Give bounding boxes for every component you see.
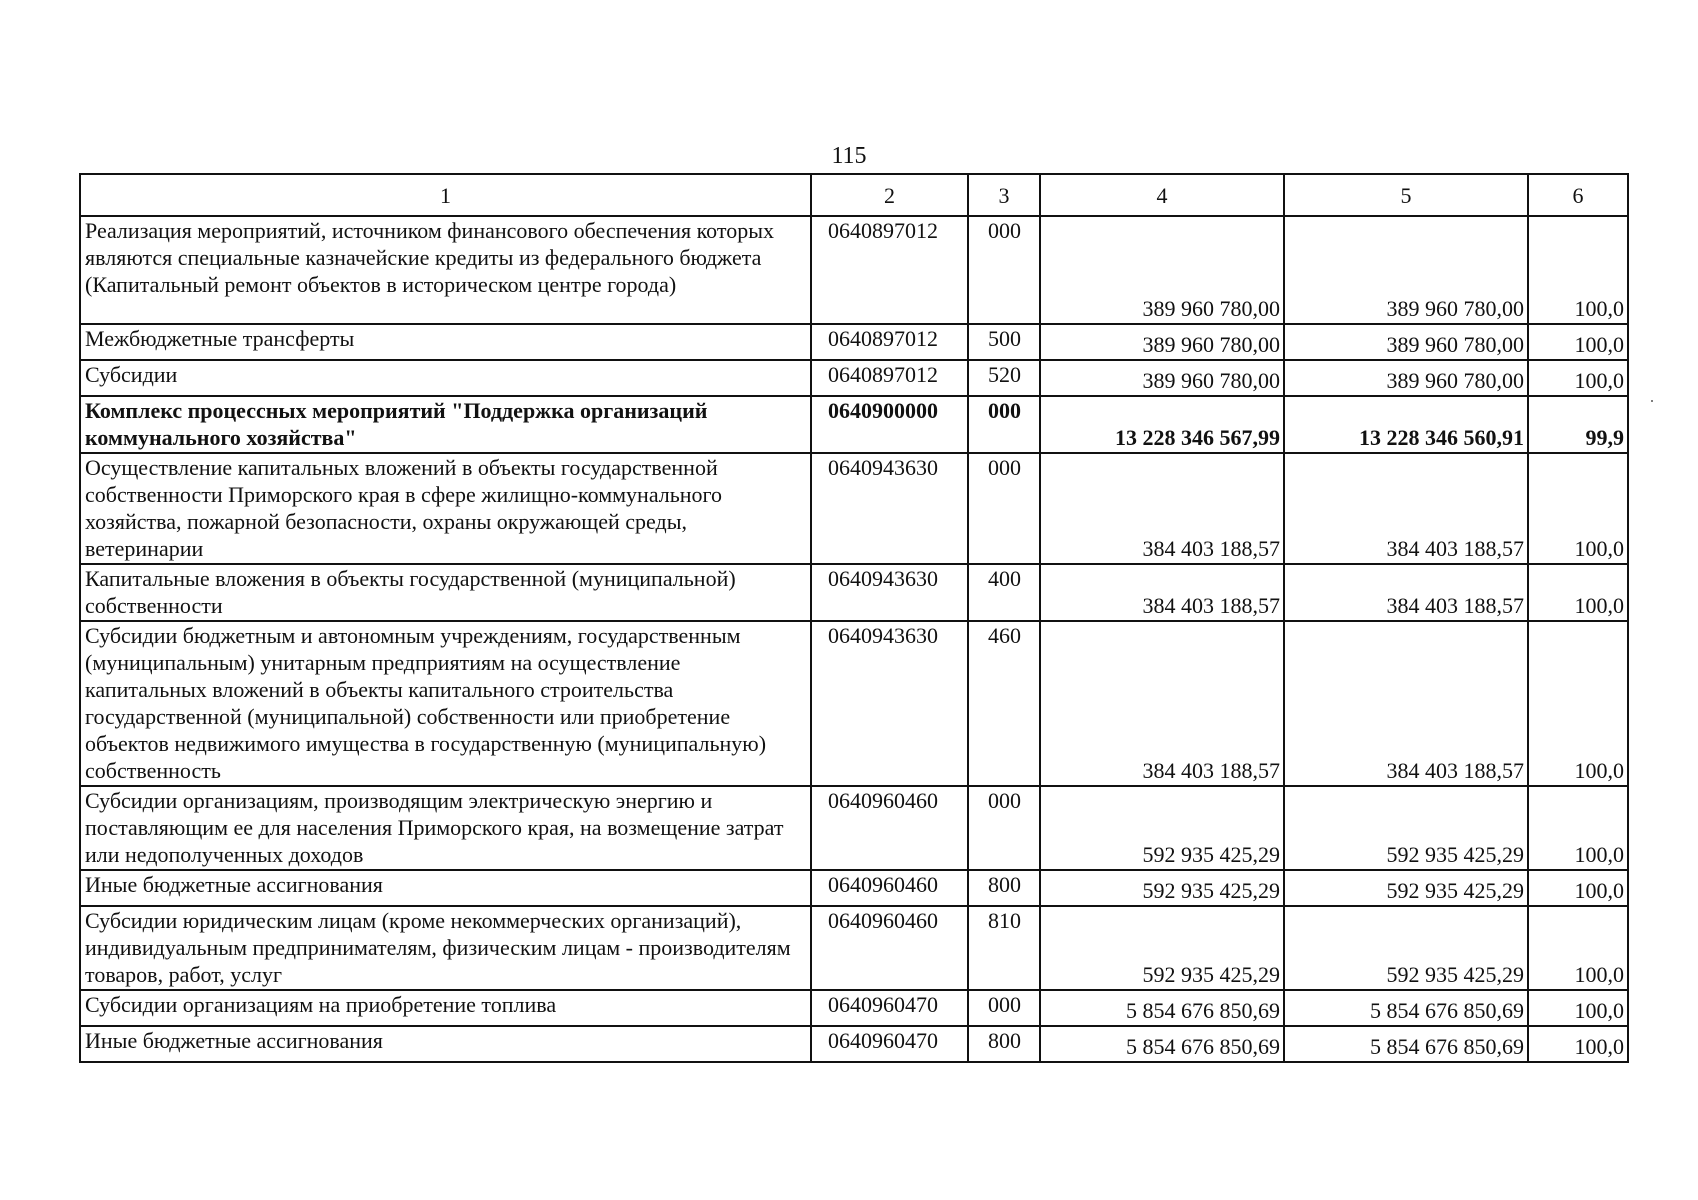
- row-planned-amount: 384 403 188,57: [1040, 621, 1284, 786]
- row-executed-amount: 592 935 425,29: [1284, 870, 1528, 906]
- row-percent: 100,0: [1528, 870, 1628, 906]
- row-planned-amount: 592 935 425,29: [1040, 870, 1284, 906]
- row-expense-type: 000: [968, 216, 1040, 324]
- table-row: [80, 324, 1628, 360]
- row-code: 0640897012: [811, 360, 968, 396]
- table-row: [80, 216, 1628, 324]
- row-code: 0640960460: [811, 786, 968, 870]
- row-expense-type: 000: [968, 990, 1040, 1026]
- row-executed-amount: 389 960 780,00: [1284, 360, 1528, 396]
- row-expense-type: 000: [968, 453, 1040, 564]
- row-executed-amount: 384 403 188,57: [1284, 621, 1528, 786]
- row-planned-amount: 384 403 188,57: [1040, 453, 1284, 564]
- row-name: Комплекс процессных мероприятий "Поддержка организаций коммунального хозяйства": [80, 396, 811, 453]
- row-percent: 100,0: [1528, 906, 1628, 990]
- row-code: 0640960460: [811, 870, 968, 906]
- table-row: [80, 396, 1628, 453]
- row-executed-amount: 389 960 780,00: [1284, 324, 1528, 360]
- table-row: [80, 360, 1628, 396]
- row-expense-type: 800: [968, 870, 1040, 906]
- column-header-3: 3: [968, 174, 1040, 216]
- row-code: 0640943630: [811, 621, 968, 786]
- row-expense-type: 520: [968, 360, 1040, 396]
- row-executed-amount: 5 854 676 850,69: [1284, 990, 1528, 1026]
- budget-execution-table: [79, 173, 1629, 1063]
- table-row: [80, 990, 1628, 1026]
- row-percent: 100,0: [1528, 1026, 1628, 1062]
- row-name: Капитальные вложения в объекты государственной (муниципальной) собственности: [80, 564, 811, 621]
- table-body: [80, 174, 1628, 1062]
- row-name: Субсидии организациям на приобретение топлива: [80, 990, 811, 1026]
- row-expense-type: 810: [968, 906, 1040, 990]
- row-code: 0640900000: [811, 396, 968, 453]
- row-name: Субсидии организациям, производящим электрическую энергию и поставляющим ее для населения Приморского края, на возмещение затрат или недополученных доходов: [80, 786, 811, 870]
- row-executed-amount: 389 960 780,00: [1284, 216, 1528, 324]
- row-name: Реализация мероприятий, источником финансового обеспечения которых являются специальные казначейские кредиты из федерального бюджета (Капитальный ремонт объектов в историческом центре города): [80, 216, 811, 324]
- row-percent: 100,0: [1528, 453, 1628, 564]
- row-code: 0640943630: [811, 453, 968, 564]
- row-name: Межбюджетные трансферты: [80, 324, 811, 360]
- table-row: [80, 564, 1628, 621]
- row-executed-amount: 13 228 346 560,91: [1284, 396, 1528, 453]
- table-row: [80, 621, 1628, 786]
- row-expense-type: 000: [968, 786, 1040, 870]
- scan-speck: [1651, 400, 1653, 402]
- row-code: 0640897012: [811, 324, 968, 360]
- column-header-2: 2: [811, 174, 968, 216]
- row-name: Иные бюджетные ассигнования: [80, 1026, 811, 1062]
- row-executed-amount: 592 935 425,29: [1284, 786, 1528, 870]
- column-header-1: 1: [80, 174, 811, 216]
- row-name: Субсидии: [80, 360, 811, 396]
- row-name: Осуществление капитальных вложений в объекты государственной собственности Приморского края в сфере жилищно-коммунального хозяйства, пожарной безопасности, охраны окружающей среды, ветеринарии: [80, 453, 811, 564]
- row-percent: 100,0: [1528, 564, 1628, 621]
- row-executed-amount: 384 403 188,57: [1284, 564, 1528, 621]
- row-planned-amount: 389 960 780,00: [1040, 216, 1284, 324]
- row-planned-amount: 13 228 346 567,99: [1040, 396, 1284, 453]
- row-planned-amount: 5 854 676 850,69: [1040, 990, 1284, 1026]
- row-planned-amount: 389 960 780,00: [1040, 324, 1284, 360]
- row-planned-amount: 592 935 425,29: [1040, 786, 1284, 870]
- column-number-row: [80, 174, 1628, 216]
- row-code: 0640943630: [811, 564, 968, 621]
- row-expense-type: 800: [968, 1026, 1040, 1062]
- row-percent: 100,0: [1528, 360, 1628, 396]
- row-name: Субсидии юридическим лицам (кроме некоммерческих организаций), индивидуальным предпринимателям, физическим лицам - производителям товаров, работ, услуг: [80, 906, 811, 990]
- row-expense-type: 000: [968, 396, 1040, 453]
- row-planned-amount: 5 854 676 850,69: [1040, 1026, 1284, 1062]
- row-code: 0640960470: [811, 990, 968, 1026]
- table-row: [80, 870, 1628, 906]
- row-planned-amount: 389 960 780,00: [1040, 360, 1284, 396]
- row-code: 0640960460: [811, 906, 968, 990]
- row-percent: 100,0: [1528, 621, 1628, 786]
- column-header-5: 5: [1284, 174, 1528, 216]
- row-code: 0640960470: [811, 1026, 968, 1062]
- row-percent: 99,9: [1528, 396, 1628, 453]
- row-percent: 100,0: [1528, 786, 1628, 870]
- table-row: [80, 453, 1628, 564]
- row-expense-type: 500: [968, 324, 1040, 360]
- table-row: [80, 906, 1628, 990]
- column-header-6: 6: [1528, 174, 1628, 216]
- row-planned-amount: 384 403 188,57: [1040, 564, 1284, 621]
- row-expense-type: 400: [968, 564, 1040, 621]
- table-row: [80, 1026, 1628, 1062]
- row-executed-amount: 384 403 188,57: [1284, 453, 1528, 564]
- row-name: Иные бюджетные ассигнования: [80, 870, 811, 906]
- row-executed-amount: 592 935 425,29: [1284, 906, 1528, 990]
- row-name: Субсидии бюджетным и автономным учреждениям, государственным (муниципальным) унитарным предприятиям на осуществление капитальных вложений в объекты капитального строительства государственной (муниципальной) собственности или приобретение объектов недвижимого имущества в государственную (муниципальную) собственность: [80, 621, 811, 786]
- page-number: 115: [831, 143, 867, 169]
- table-row: [80, 786, 1628, 870]
- row-code: 0640897012: [811, 216, 968, 324]
- row-planned-amount: 592 935 425,29: [1040, 906, 1284, 990]
- row-percent: 100,0: [1528, 216, 1628, 324]
- column-header-4: 4: [1040, 174, 1284, 216]
- row-percent: 100,0: [1528, 324, 1628, 360]
- row-executed-amount: 5 854 676 850,69: [1284, 1026, 1528, 1062]
- row-percent: 100,0: [1528, 990, 1628, 1026]
- row-expense-type: 460: [968, 621, 1040, 786]
